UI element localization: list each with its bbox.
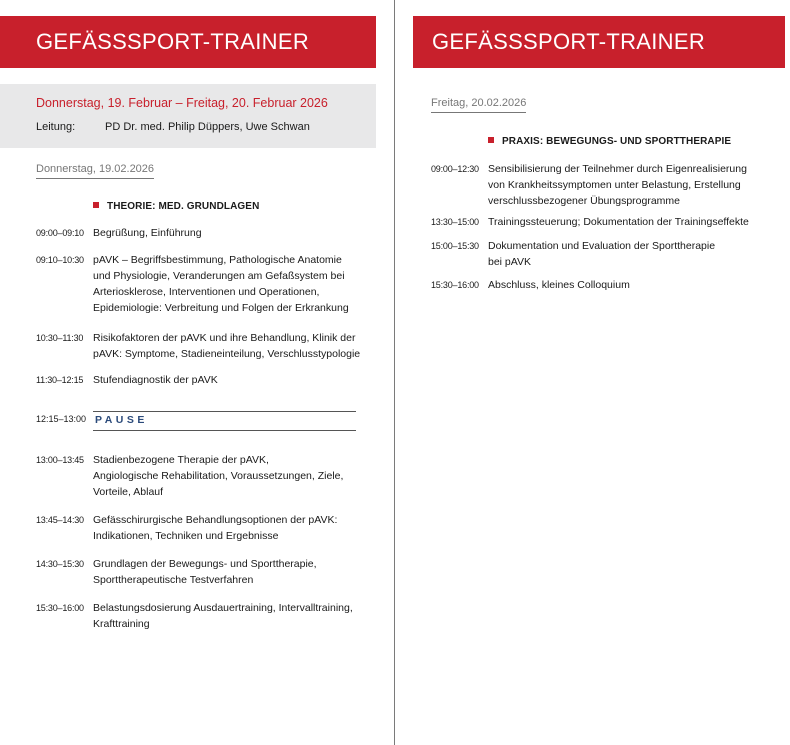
row-description [93,372,218,388]
pause-bar [93,411,356,431]
row-time: 14:30–15:30 [36,559,84,569]
row-line: und Physiologie, Veranderungen am Gefaßsystem bei [93,270,345,282]
row-description [488,238,715,270]
row-line: Abschluss, kleines Colloquium [488,279,630,291]
row-description [93,512,337,544]
row-time: 13:30–15:00 [431,217,479,227]
row-time: 15:30–16:00 [36,603,84,613]
banner-title: GEFÄSSSPORT-TRAINER [413,16,785,68]
row-line: Indikationen, Techniken und Ergebnisse [93,530,279,542]
row-line: Krafttraining [93,618,150,630]
row-time: 09:10–10:30 [36,255,84,265]
row-line: Grundlagen der Bewegungs- und Sporttherapie, [93,558,317,570]
row-description [93,330,360,362]
row-time: 09:00–12:30 [431,164,479,174]
lead-value: PD Dr. med. Philip Düppers, Uwe Schwan [105,121,310,133]
row-description [488,214,749,230]
row-line: Dokumentation und Evaluation der Sporttherapie [488,240,716,252]
row-time: 15:00–15:30 [431,241,479,251]
row-description [93,252,349,316]
course-dates: Donnerstag, 19. Februar – Freitag, 20. Februar 2026 [36,96,328,110]
day-heading: Freitag, 20.02.2026 [431,97,526,113]
row-description [93,225,202,241]
section-title-text: PRAXIS: BEWEGUNGS- UND SPORTTHERAPIE [502,136,732,147]
row-line: Epidemiologie: Verbreitung und Folgen der Erkrankung [93,302,349,314]
left-page [0,0,394,745]
row-line: Begrüßung, Einführung [93,227,202,239]
pause-time: 12:15–13:00 [36,414,87,424]
row-description [488,277,630,293]
row-line: Sensibilisierung der Teilnehmer durch Eigenrealisierung [488,163,747,175]
row-line: pAVK – Begriffsbestimmung, Pathologische Anatomie [93,254,342,266]
row-line: Stadienbezogene Therapie der pAVK, [93,454,269,466]
row-line: Gefässchirurgische Behandlungsoptionen der pAVK: [93,514,338,526]
row-time: 09:00–09:10 [36,228,84,238]
row-time: 13:45–14:30 [36,515,84,525]
row-description [93,452,343,500]
section-title [93,201,259,212]
banner-title: GEFÄSSSPORT-TRAINER [0,16,376,68]
row-line: Risikofaktoren der pAVK und ihre Behandlung, Klinik der [93,332,356,344]
row-time: 15:30–16:00 [431,280,479,290]
day-heading: Donnerstag, 19.02.2026 [36,163,154,179]
row-line: Vorteile, Ablauf [93,486,164,498]
bullet-square-icon [488,137,494,143]
row-description [93,600,353,632]
lead-label: Leitung: [36,121,76,133]
row-line: verschlussbezogener Übungsprogramme [488,195,681,207]
row-line: bei pAVK [488,256,531,268]
row-line: Belastungsdosierung Ausdauertraining, Intervalltraining, [93,602,353,614]
row-line: Arteriosklerose, Interventionen und Operationen, [93,286,320,298]
row-line: Sporttherapeutische Testverfahren [93,574,254,586]
row-time: 11:30–12:15 [36,375,84,385]
row-line: Trainingssteuerung; Dokumentation der Trainingseffekte [488,216,749,228]
course-info-box [0,84,376,148]
pause-label: PAUSE [95,414,148,426]
row-time: 10:30–11:30 [36,333,84,343]
right-page [395,0,790,745]
row-description [93,556,317,588]
section-title-text: THEORIE: MED. GRUNDLAGEN [107,201,260,212]
row-line: pAVK: Symptome, Stadieneinteilung, Verschlusstypologie [93,348,361,360]
row-description [488,161,747,209]
row-line: Angiologische Rehabilitation, Voraussetzungen, Ziele, [93,470,344,482]
row-time: 13:00–13:45 [36,455,84,465]
bullet-square-icon [93,202,99,208]
section-title [488,136,731,147]
row-line: von Krankheitssymptomen unter Belastung, Erstellung [488,179,741,191]
row-line: Stufendiagnostik der pAVK [93,374,218,386]
